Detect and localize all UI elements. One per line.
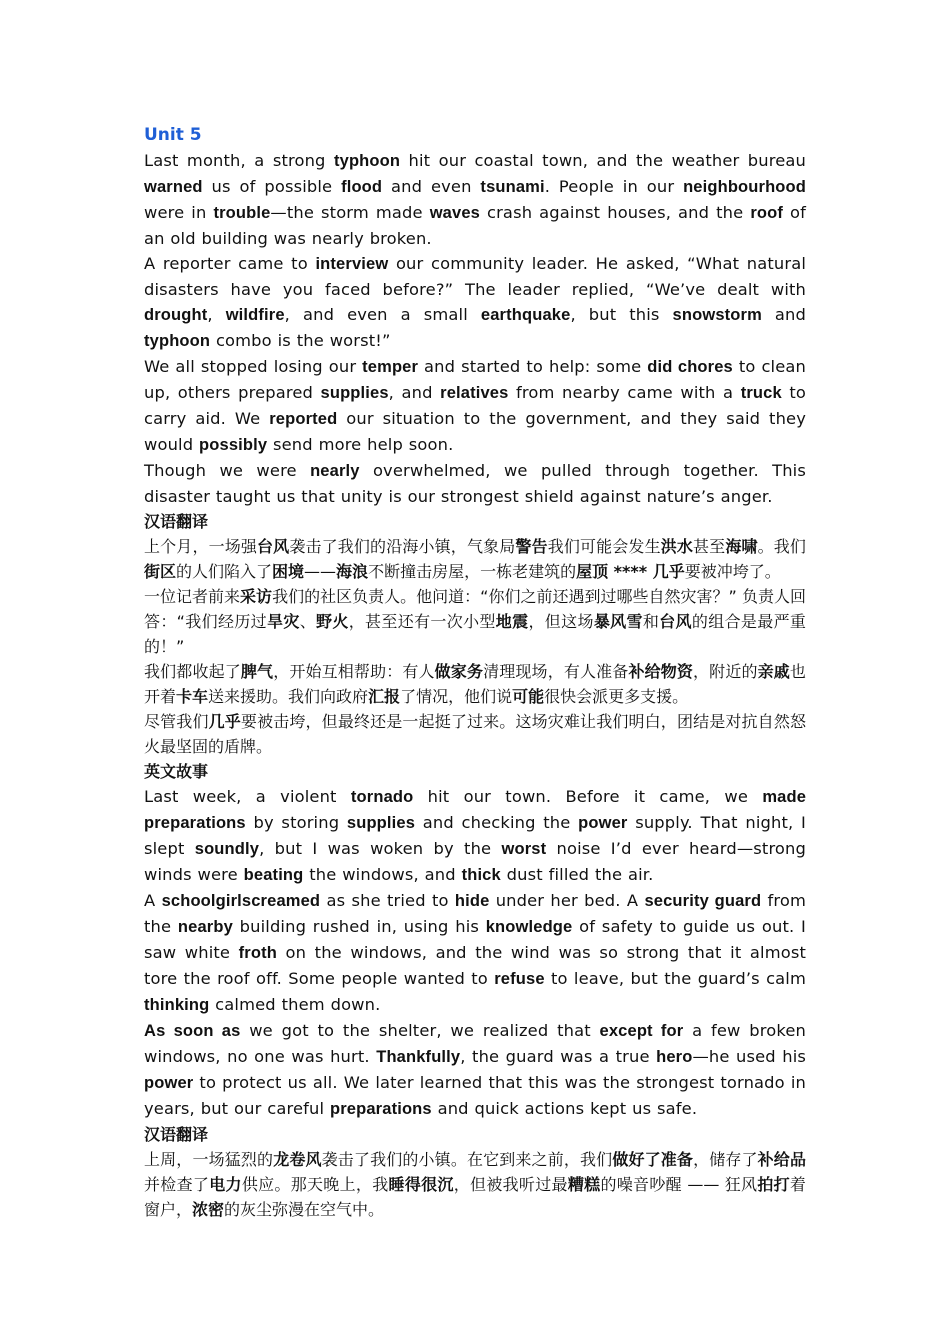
text-run: crash against houses, and the [479,203,751,222]
text-run: 也开着 [144,662,806,706]
keyword: tsunami [480,178,545,196]
keyword: temper [362,358,419,376]
text-run: 一位记者前来 [144,587,241,606]
keyword: 糟糕 [567,1175,601,1194]
translation-heading-two: 汉语翻译 [144,1125,209,1144]
keyword: worst [501,840,547,858]
keyword: 困境 [272,562,305,581]
text-run: ，甚至还有一次小型 [348,612,496,631]
keyword: waves [429,204,480,222]
translation-two-paragraph [144,1147,806,1222]
text-run: 很快会派更多支援。 [544,687,689,706]
document-page [144,123,806,1222]
keyword: wildfire [225,306,285,324]
text-run: to carry aid. We [144,383,806,428]
story-one-paragraph [144,458,806,509]
text-run: 的噪音吵醒 —— 狂风 [600,1175,758,1194]
keyword: 汇报 [368,687,401,706]
text-run: and started to help: some [418,357,648,376]
text-run: 的灰尘弥漫在空气中。 [224,1200,385,1219]
keyword: truck [740,384,782,402]
keyword: nearby [177,918,233,936]
text-run: 我们都收起了 [144,662,241,681]
text-run: 要被击垮，但最终还是一起挺了过来。这场灾难让我们明白，团结是对抗自然怒火最坚固的盾牌。 [144,712,806,756]
text-run: A reporter came to [144,254,316,273]
keyword: 台风 [257,537,290,556]
keyword: typhoon [333,152,401,170]
text-run: on the windows, and the wind was so strong that it almost tore the roof off. Some people wanted to [144,943,806,988]
text-run: , the guard was a true [460,1047,657,1066]
text-run: Though we were [144,461,311,480]
keyword: 亲戚 [757,662,790,681]
text-run: us of possible [202,177,342,196]
text-run: , and even a small [284,305,481,324]
keyword: 卡车 [176,687,209,706]
text-run: . People in our [544,177,684,196]
keyword: supplies [320,384,389,402]
keyword: warned [144,178,203,196]
keyword: tornado [350,788,414,806]
keyword: thinking [144,996,210,1014]
keyword: hero [656,1048,693,1066]
keyword: knowledge [485,918,573,936]
translation-one-paragraph [144,534,806,584]
keyword: snowstorm [672,306,762,324]
text-run: A [144,891,162,910]
text-run: a few broken windows, no one was hurt. [144,1021,806,1066]
text-run: and even [382,177,481,196]
text-run: the windows, and [303,865,462,884]
text-run: 我们可能会发生 [547,537,661,556]
text-run: 的组合是最严重的！” [144,612,806,656]
keyword: flood [341,178,383,196]
keyword: 海啸 [725,537,758,556]
text-run: and checking the [415,813,579,832]
text-run: , but this [570,305,673,324]
keyword: refuse [494,970,545,988]
keyword: did chores [647,358,733,376]
text-run: from nearby came with a [508,383,741,402]
keyword: interview [315,255,389,273]
text-run: hit our town. Before it came, we [413,787,763,806]
keyword: 拍打 [757,1175,790,1194]
story-one-paragraph [144,148,806,251]
keyword: hide [454,892,490,910]
text-run: 要被冲垮了。 [684,562,781,581]
text-run: 袭击了我们的沿海小镇，气象局 [289,537,516,556]
story-one-paragraph [144,251,806,354]
text-run: —— [304,562,337,581]
text-run: 供应。那天晚上，我 [241,1175,389,1194]
text-run: our situation to the government, and they said they would [144,409,806,454]
keyword: schoolgirlscreamed [161,892,321,910]
text-run: 上周，一场猛烈的 [144,1150,274,1169]
story-two-paragraph [144,888,806,1018]
text-run: —the storm made [270,203,430,222]
translation-one-paragraph [144,709,806,759]
keyword: 龙卷风 [273,1150,322,1169]
keyword: 海浪 [336,562,369,581]
text-run: noise I’d ever heard—strong winds were [144,839,806,884]
keyword: 警告 [515,537,548,556]
story-two-paragraph [144,1018,806,1122]
keyword: preparations [330,1100,432,1118]
unit-title: Unit 5 [144,125,202,145]
english-story-heading: 英文故事 [144,762,209,781]
keyword: power [578,814,628,832]
text-run: , but I was woken by the [259,839,502,858]
text-run: our community leader. He asked, “What natural disasters have you faced before?” The leader replied, “We’ve dealt with [144,254,807,299]
story-one-paragraph [144,354,806,458]
text-run: Last week, a violent [144,787,351,806]
text-run: Last month, a strong [144,151,334,170]
text-run: ，附近的 [693,662,758,681]
translation-two [144,1147,806,1222]
keyword: nearly [310,462,360,480]
text-run: building rushed in, using his [232,917,486,936]
keyword: 脾气 [240,662,274,681]
text-run: 袭击了我们的小镇。在它到来之前，我们 [321,1150,613,1169]
keyword: supplies [346,814,416,832]
keyword: 睡得很沉 [388,1175,454,1194]
text-run: and quick actions kept us safe. [431,1099,698,1118]
text-run: dust filled the air. [500,865,654,884]
keyword: made preparations [144,788,807,832]
story-two [144,784,806,1122]
text-run: and [761,305,806,324]
text-run: 甚至 [693,537,726,556]
text-run: combo is the worst!” [210,331,391,350]
keyword: trouble [213,204,271,222]
text-run: ，开始互相帮助：有人 [273,662,435,681]
translation-one [144,534,806,759]
text-run: 不断撞击房屋，一栋老建筑的 [368,562,577,581]
text-run: We all stopped losing our [144,357,363,376]
text-run: by storing [245,813,347,832]
text-run: 。我们 [757,537,806,556]
text-run: send more help soon. [267,435,454,454]
keyword: 采访 [240,587,273,606]
text-run: 清理现场，有人准备 [483,662,629,681]
text-run: —he used his [692,1047,807,1066]
text-run: ，但这场 [528,612,594,631]
keyword: 做家务 [434,662,484,681]
story-one [144,148,806,509]
keyword: As soon as [144,1022,241,1040]
text-run: were in [144,203,214,222]
translation-one-paragraph [144,584,806,659]
text-run: calmed them down. [209,995,381,1014]
keyword: soundly [194,840,260,858]
keyword: froth [238,944,277,962]
text-run: to protect us all. We later learned that this was the strongest tornado in years, but our careful [144,1073,806,1118]
keyword: 可能 [512,687,545,706]
keyword: 几乎 [208,712,241,731]
keyword: neighbourhood [683,178,806,196]
text-run: of an old building was nearly broken. [144,203,806,248]
keyword: 野火 [316,612,349,631]
keyword: 地震 [495,612,529,631]
keyword: 台风 [659,612,692,631]
keyword: 洪水 [660,537,694,556]
text-run: 和 [642,612,660,631]
keyword: 街区 [144,562,177,581]
text-run: 尽管我们 [144,712,209,731]
keyword: roof [750,204,783,222]
text-run: overwhelmed, we pulled through together. This disaster taught us that unity is our strongest shield against nature’s anger. [144,461,806,506]
keyword: typhoon [144,332,211,350]
text-run: 我们的社区负责人。他问道：“你们之前还遇到过哪些自然灾害？” 负责人回答：“我们经历过 [144,587,806,631]
text-run: ，但被我听过最 [453,1175,568,1194]
keyword: reported [269,410,338,428]
keyword: 屋顶 **** 几乎 [576,562,685,581]
keyword: 旱灾 [267,612,300,631]
keyword: beating [243,866,304,884]
keyword: except for [599,1022,684,1040]
translation-one-paragraph [144,659,806,709]
keyword: thick [461,866,501,884]
keyword: security guard [644,892,762,910]
translation-heading: 汉语翻译 [144,512,209,531]
keyword: possibly [199,436,268,454]
text-run: from the [144,891,806,936]
text-run: , and [388,383,441,402]
keyword: 暴风雪 [593,612,643,631]
keyword: earthquake [480,306,571,324]
text-run: hit our coastal town, and the weather bureau [400,151,807,170]
text-run: we got to the shelter, we realized that [240,1021,600,1040]
text-run: to leave, but the guard’s calm [544,969,806,988]
text-run: 着窗户， [144,1175,806,1219]
text-run: 了情况，他们说 [400,687,513,706]
text-run: as she tried to [320,891,455,910]
keyword: Thankfully [376,1048,461,1066]
keyword: 做好了准备 [612,1150,694,1169]
text-run: 送来援助。我们向政府 [208,687,369,706]
story-two-paragraph [144,784,806,888]
keyword: 补给品 [757,1150,806,1169]
keyword: 浓密 [192,1200,225,1219]
text-run: under her bed. A [489,891,645,910]
keyword: drought [144,306,208,324]
text-run: of safety to guide us out. I saw white [144,917,806,962]
keyword: power [144,1074,194,1092]
keyword: 电力 [209,1175,242,1194]
text-run: 、 [299,612,317,631]
text-run: 的人们陷入了 [176,562,273,581]
keyword: relatives [440,384,509,402]
text-run: ，储存了 [693,1150,758,1169]
text-run: supply. That night, I slept [144,813,806,858]
text-run: 上个月，一场强 [144,537,258,556]
keyword: 补给物资 [628,662,694,681]
text-run: 并检查了 [144,1175,210,1194]
text-run: , [207,305,226,324]
text-run: to clean up, others prepared [144,357,806,402]
